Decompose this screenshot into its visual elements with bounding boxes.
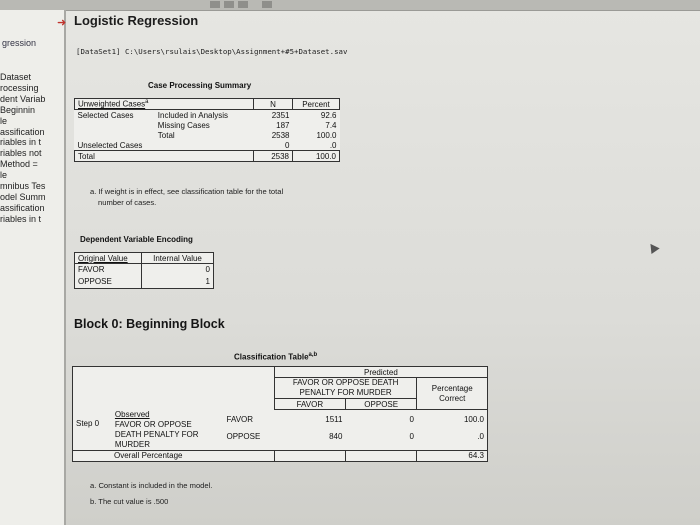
toolbar-icon[interactable] bbox=[224, 1, 234, 8]
navigator-item[interactable]: assification bbox=[0, 126, 45, 137]
step-label bbox=[73, 410, 112, 451]
output-content bbox=[57, 10, 700, 525]
navigator-item[interactable]: Dataset bbox=[0, 72, 32, 82]
col-percentage-correct bbox=[417, 378, 488, 410]
variable-line: MURDER bbox=[114, 439, 151, 449]
variable-line: FAVOR OR OPPOSE bbox=[114, 419, 192, 429]
table-header bbox=[75, 99, 254, 110]
navigator-item[interactable]: riables not bbox=[0, 148, 42, 159]
navigator-item[interactable]: dent Variab bbox=[0, 93, 46, 104]
col-oppose: OPPOSE bbox=[345, 399, 417, 410]
table-row bbox=[73, 450, 488, 461]
dataset-path: [DataSet1] C:\Users\rsulais\Desktop\Assignment+#5+Dataset.sav bbox=[76, 47, 348, 56]
cell-n: 2351 bbox=[271, 110, 290, 120]
step-text: Step 0 bbox=[76, 418, 100, 428]
cell-percent: 100.0 bbox=[316, 130, 337, 140]
cell-pct: .0 bbox=[417, 424, 488, 450]
variable-label bbox=[112, 410, 224, 451]
row-label: Total bbox=[75, 151, 254, 162]
mouse-pointer-icon bbox=[646, 241, 659, 254]
cell-oppose: 0 bbox=[409, 415, 414, 425]
table-row bbox=[75, 130, 340, 140]
cell-percent: .0 bbox=[329, 140, 337, 150]
cell-favor: 1511 bbox=[325, 415, 343, 425]
footnote: a. Constant is included in the model. bbox=[90, 481, 213, 490]
row-label: Total bbox=[157, 130, 175, 140]
block-title: Block 0: Beginning Block bbox=[74, 317, 225, 331]
cell-internal: 0 bbox=[142, 264, 214, 275]
case-processing-caption: Case Processing Summary bbox=[148, 81, 252, 90]
navigator-item[interactable]: assification bbox=[0, 202, 45, 213]
row-spacer bbox=[75, 130, 155, 140]
navigator-item[interactable]: odel Summ bbox=[0, 191, 46, 202]
table-row bbox=[75, 120, 340, 130]
cell-percent: 7.4 bbox=[325, 120, 337, 130]
navigator-item[interactable]: mnibus Tes bbox=[0, 181, 46, 192]
cell-overall-pct: 64.3 bbox=[417, 450, 488, 461]
dependent-header bbox=[274, 378, 417, 399]
cell-n: 187 bbox=[276, 120, 290, 130]
col-pct-line: Correct bbox=[439, 393, 466, 403]
row-label bbox=[73, 450, 275, 461]
toolbar-icon[interactable] bbox=[238, 1, 248, 8]
selected-cases-label: Selected Cases bbox=[77, 110, 134, 120]
cell-internal: 1 bbox=[142, 274, 214, 289]
navigator-item[interactable]: Method = bbox=[0, 159, 38, 170]
toolbar-icon[interactable] bbox=[262, 1, 272, 8]
navigator-item[interactable]: riables in t bbox=[0, 137, 42, 148]
dependent-header-line: PENALTY FOR MURDER bbox=[299, 388, 392, 397]
table-row bbox=[73, 410, 488, 425]
row-spacer bbox=[75, 120, 155, 130]
footnote: number of cases. bbox=[98, 198, 157, 207]
table-header bbox=[73, 367, 488, 378]
col-pct-line: Percentage bbox=[431, 383, 473, 393]
navigator-item[interactable]: Beginnin bbox=[0, 104, 36, 115]
footnote-marker: a bbox=[145, 99, 149, 106]
navigator-root-item[interactable]: gression bbox=[2, 38, 37, 48]
row-label: Unselected Cases bbox=[77, 140, 143, 150]
navigator-item[interactable]: rocessing bbox=[0, 82, 39, 93]
encoding-table[interactable] bbox=[74, 252, 214, 289]
output-navigator[interactable] bbox=[0, 10, 65, 525]
variable-line: DEATH PENALTY FOR bbox=[114, 429, 199, 439]
cell-pct: 100.0 bbox=[417, 410, 488, 425]
navigator-item[interactable]: le bbox=[0, 115, 8, 126]
cell-n: 2538 bbox=[271, 130, 290, 140]
row-label: Included in Analysis bbox=[157, 110, 229, 120]
cell-percent: 92.6 bbox=[320, 110, 337, 120]
classification-caption bbox=[234, 352, 317, 362]
overall-label: Overall Percentage bbox=[114, 451, 183, 460]
row-label: Missing Cases bbox=[157, 120, 210, 130]
col-original-value: Original Value bbox=[75, 253, 142, 264]
col-internal-value: Internal Value bbox=[142, 253, 214, 264]
cell-original: FAVOR bbox=[75, 264, 142, 275]
table-row bbox=[75, 264, 214, 275]
output-title: Logistic Regression bbox=[74, 13, 199, 28]
navigator-item[interactable]: le bbox=[0, 170, 8, 181]
footnote-marker: a,b bbox=[308, 352, 318, 358]
observed-label: Observed bbox=[114, 409, 150, 419]
classification-table[interactable] bbox=[72, 366, 488, 462]
case-processing-table[interactable] bbox=[74, 98, 340, 162]
cell-empty bbox=[345, 450, 417, 461]
table-row bbox=[75, 110, 340, 121]
navigator-item[interactable]: riables in t bbox=[0, 213, 42, 224]
cell-favor: 840 bbox=[329, 432, 343, 442]
corner-cell bbox=[73, 367, 275, 410]
row-label: FAVOR bbox=[226, 415, 254, 425]
table-row bbox=[75, 151, 340, 162]
toolbar-icon[interactable] bbox=[210, 1, 220, 8]
col-percent: Percent bbox=[293, 99, 340, 110]
footnote: a. If weight is in effect, see classification table for the total bbox=[90, 187, 284, 196]
table-row bbox=[75, 140, 340, 151]
classification-caption-text: Classification Table bbox=[234, 352, 309, 362]
dependent-header-line: FAVOR OR OPPOSE DEATH bbox=[292, 378, 399, 387]
cell-n: 0 bbox=[285, 140, 290, 150]
unweighted-cases-label: Unweighted Cases bbox=[78, 99, 146, 109]
predicted-header: Predicted bbox=[274, 367, 487, 378]
cell-original: OPPOSE bbox=[75, 274, 142, 289]
row-label: OPPOSE bbox=[226, 432, 261, 442]
cell-percent: 100.0 bbox=[293, 151, 340, 162]
encoding-caption: Dependent Variable Encoding bbox=[80, 235, 193, 244]
footnote: b. The cut value is .500 bbox=[90, 497, 169, 506]
col-favor: FAVOR bbox=[274, 399, 345, 410]
arrow-right-icon: ➜ bbox=[57, 17, 67, 29]
col-n: N bbox=[254, 99, 293, 110]
cell-n: 2538 bbox=[254, 151, 293, 162]
navigator-items bbox=[0, 72, 46, 225]
table-row bbox=[75, 274, 214, 289]
cell-oppose: 0 bbox=[409, 432, 414, 442]
cell-empty bbox=[274, 450, 345, 461]
table-header bbox=[75, 253, 214, 264]
